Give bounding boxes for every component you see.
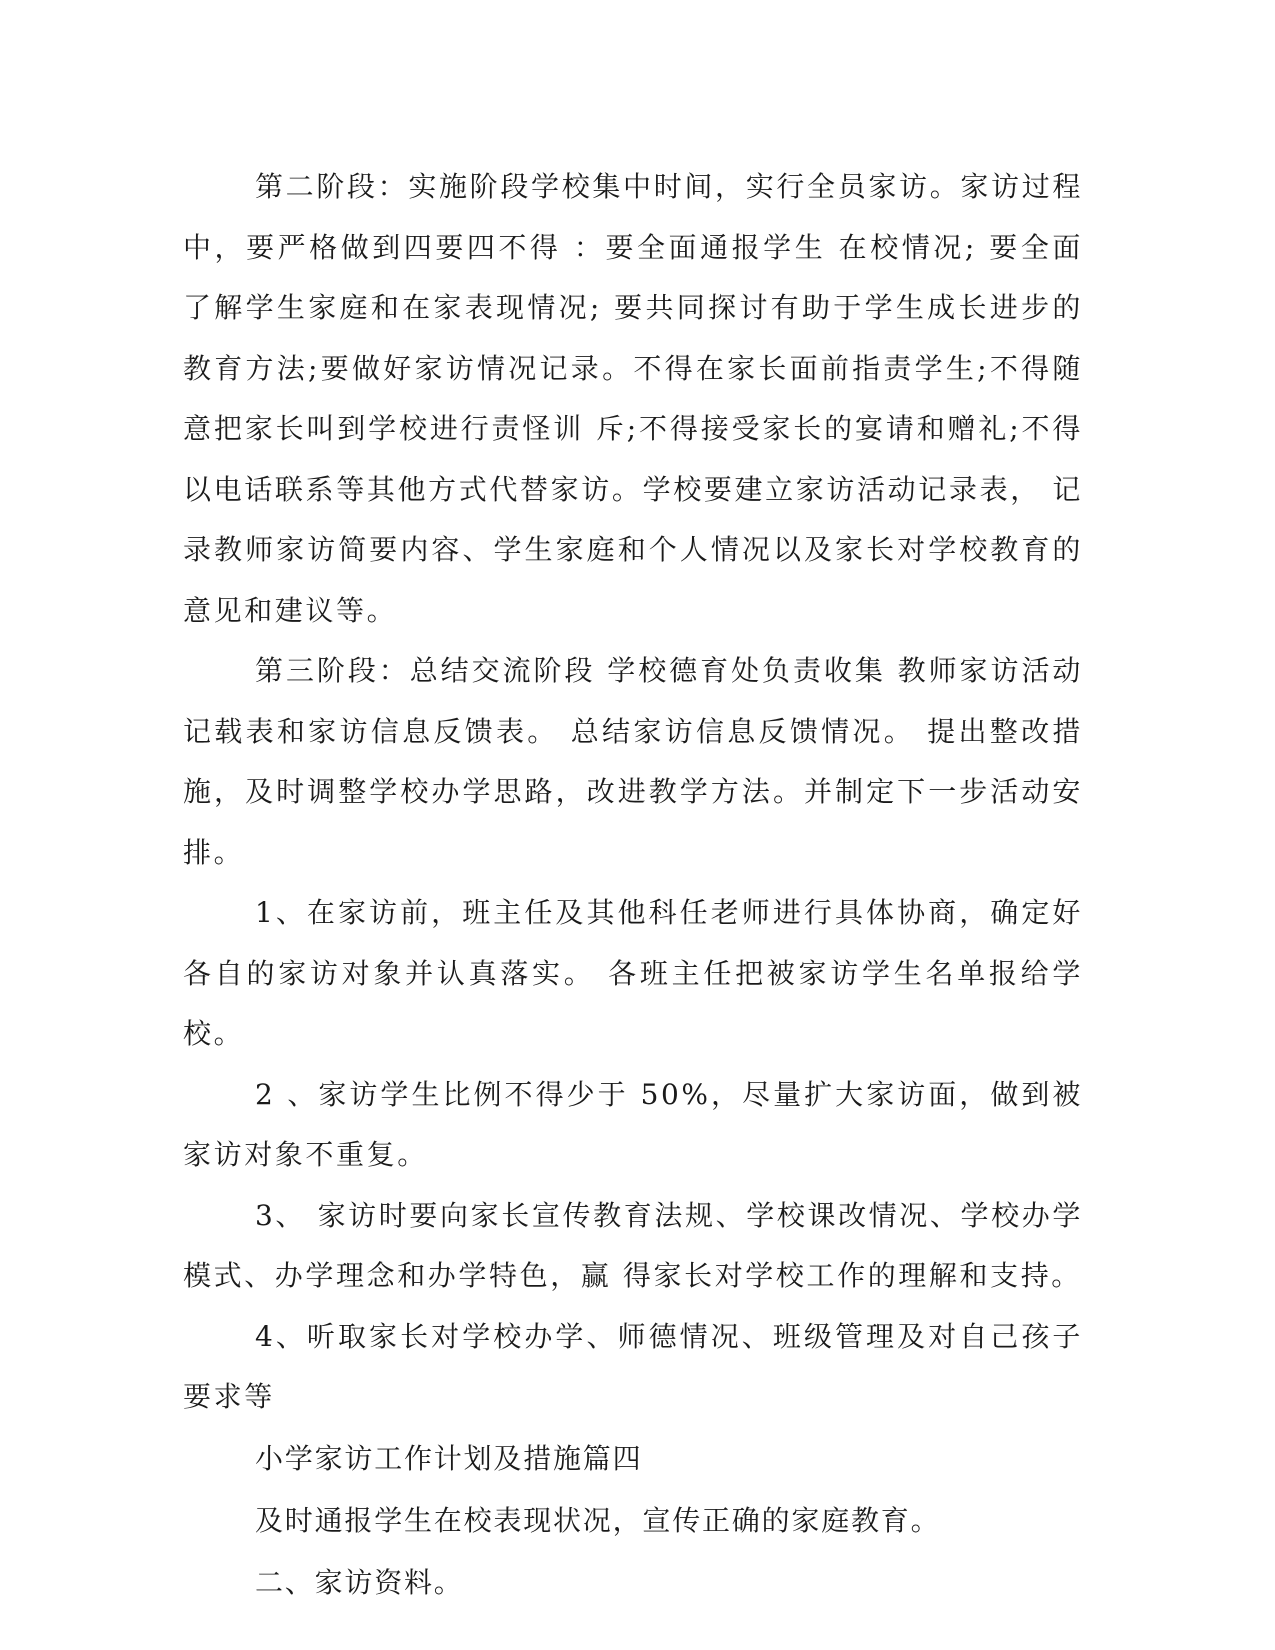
paragraph-item-2: 2 、家访学生比例不得少于 50%，尽量扩大家访面，做到被家访对象不重复。 bbox=[183, 1077, 1083, 1171]
paragraph-item-4: 4、听取家长对学校办学、师德情况、班级管理及对自己孩子要求等 bbox=[183, 1319, 1083, 1413]
subheading: 二、家访资料。 bbox=[255, 1565, 464, 1599]
section-title: 小学家访工作计划及措施篇四 bbox=[255, 1441, 643, 1475]
paragraph-phase-two: 第二阶段：实施阶段学校集中时间，实行全员家访。家访过程中，要严格做到四要四不得 ：要全面通报学生 在校情况; 要全面了解学生家庭和在家表现情况; 要共同探讨有助于学生成长进步的教育方法;要做好家访情况记录。不得在家长面前指责学生;不得随意把家长叫到学校进行责怪训 斥;不得接受家长的宴请和赠礼;不得以电话联系等其他方式代替家访。学校要建立家访活动记录表， 记录教师家访简要内容、学生家庭和个人情况以及家长对学校教育的意见和建议等。 bbox=[183, 170, 1083, 627]
paragraph-item-1: 1、在家访前，班主任及其他科任老师进行具体协商，确定好各自的家访对象并认真落实。 各班主任把被家访学生名单报给学校。 bbox=[183, 896, 1083, 1050]
paragraph-item-3: 3、 家访时要向家长宣传教育法规、学校课改情况、学校办学模式、办学理念和办学特色，赢 得家长对学校工作的理解和支持。 bbox=[183, 1198, 1083, 1292]
document-page bbox=[183, 157, 1083, 1614]
paragraph-phase-three: 第三阶段：总结交流阶段 学校德育处负责收集 教师家访活动记载表和家访信息反馈表。 总结家访信息反馈情况。 提出整改措施，及时调整学校办学思路，改进教学方法。并制定下一步活动安排。 bbox=[183, 654, 1083, 869]
paragraph-after-title: 及时通报学生在校表现状况，宣传正确的家庭教育。 bbox=[255, 1503, 941, 1537]
